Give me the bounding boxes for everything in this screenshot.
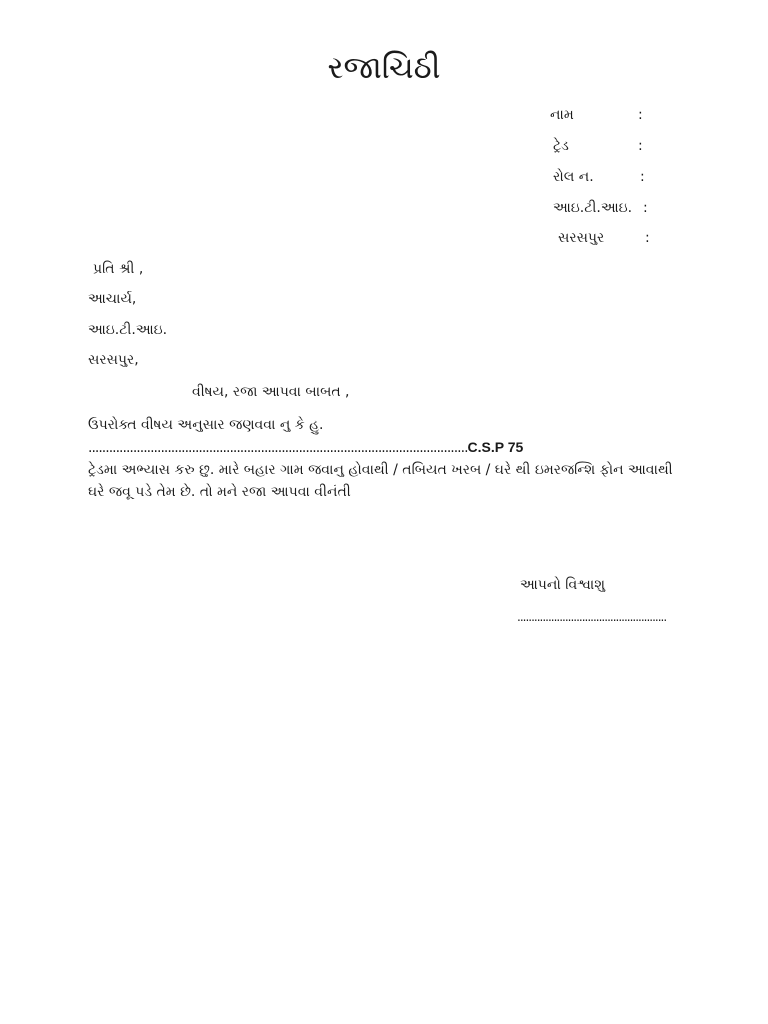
- address-line-principal: આચાર્ય,: [88, 291, 137, 307]
- field-trade: [553, 138, 643, 154]
- field-iti: [553, 200, 648, 216]
- field-saraspur: [558, 230, 650, 246]
- closing-salutation: આપનો વિશ્વાશુ: [520, 577, 606, 593]
- signature-line: .....................................................: [517, 610, 667, 624]
- field-label: આઇ.ટી.આઇ.: [553, 200, 633, 216]
- field-colon: :: [643, 200, 648, 216]
- field-colon: :: [640, 169, 645, 185]
- address-line-iti: આઇ.ટી.આઇ.: [88, 322, 168, 338]
- field-colon: :: [645, 230, 650, 246]
- address-line-city: સરસપુર,: [88, 352, 139, 368]
- field-label: રોલ ન.: [553, 169, 594, 185]
- field-colon: :: [638, 107, 643, 123]
- name-fill-dots: ..............................................................................................................: [88, 440, 468, 456]
- field-roll-number: [553, 169, 645, 185]
- field-label: નામ: [550, 107, 574, 123]
- address-line-to: પ્રતિ શ્રી ,: [93, 261, 144, 277]
- field-label: ટ્રેડ: [553, 138, 569, 154]
- letter-body: [88, 414, 688, 503]
- field-colon: :: [638, 138, 643, 154]
- field-label: સરસપુર: [558, 230, 605, 246]
- trade-code: C.S.P 75: [467, 439, 524, 455]
- letter-title: રજાચિઠી: [327, 50, 441, 86]
- field-name: [550, 107, 643, 123]
- body-intro: ઉપરોક્ત વીષય અનુસાર જણવવા નુ કે હુ.: [88, 417, 324, 433]
- body-request: ટ્રેડમા અભ્યાસ કરુ છુ. મારે બહાર ગામ જવાનુ હોવાથી / તબિયત ખરબ / ઘરે થી ઇમરજન્શિ ફોન આવાથી ઘરે જવૂ પડે તેમ છે. તો મને રજા આપવા વીનંતી: [88, 462, 673, 500]
- subject-line: વીષય, રજા આપવા બાબત ,: [192, 384, 350, 400]
